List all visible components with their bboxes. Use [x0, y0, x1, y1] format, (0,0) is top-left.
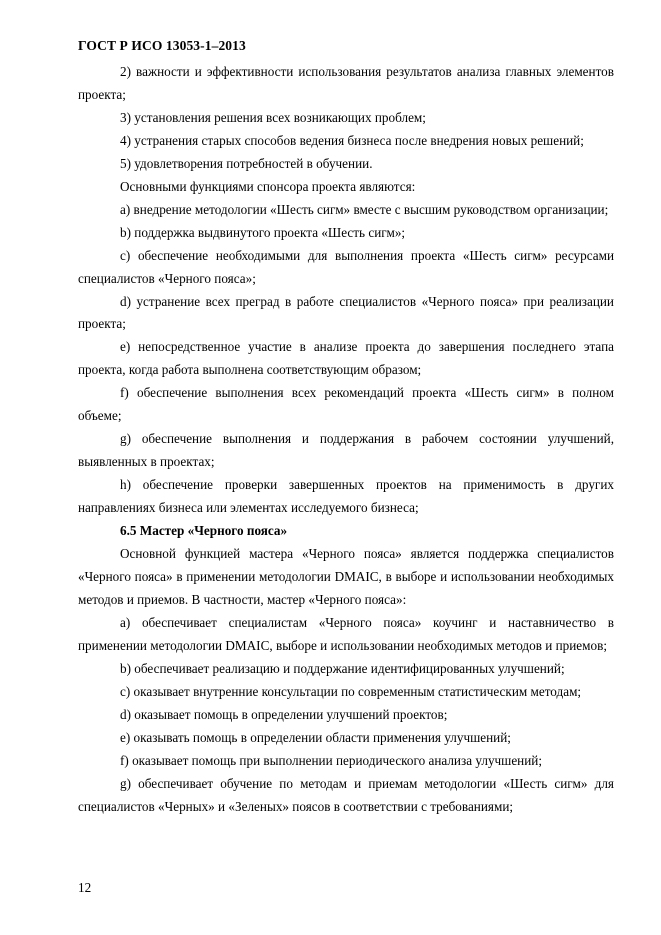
paragraph: 5) удовлетворения потребностей в обучении.: [120, 155, 373, 171]
paragraph: 3) установления решения всех возникающих проблем;: [120, 109, 426, 125]
list-item: h) обеспечение проверки завершенных проектов на применимость в других направлениях бизнеса или элементах исследуемого бизнеса;: [78, 477, 614, 516]
paragraph: 2) важности и эффективности использования результатов анализа главных элементов проекта;: [78, 64, 614, 102]
list-item: e) непосредственное участие в анализе проекта до завершения последнего этапа проекта, когда работа выполнена соответствующим образом;: [78, 339, 614, 378]
list-item: e) оказывать помощь в определении области применения улучшений;: [120, 729, 511, 745]
document-body: [78, 61, 614, 818]
list-item: c) обеспечение необходимыми для выполнения проекта «Шесть сигм» ресурсами специалистов «Черного пояса»;: [78, 247, 614, 286]
list-item: g) обеспечение выполнения и поддержания в рабочем состоянии улучшений, выявленных в проектах;: [78, 431, 614, 470]
list-item: d) устранение всех преград в работе специалистов «Черного пояса» при реализации проекта;: [78, 293, 614, 332]
list-item: b) поддержка выдвинутого проекта «Шесть сигм»;: [120, 224, 406, 240]
list-item: g) обеспечивает обучение по методам и приемам методологии «Шесть сигм» для специалистов «Черных» и «Зеленых» поясов в соответствии с требованиями;: [78, 775, 614, 814]
list-item: f) обеспечение выполнения всех рекомендаций проекта «Шесть сигм» в полном объеме;: [78, 385, 614, 424]
paragraph: Основной функцией мастера «Черного пояса» является поддержка специалистов «Черного пояса» в применении методологии DMAIC, в выборе и использовании необходимых методов и приемов. В частности, мастер «Черного пояса»:: [78, 546, 614, 607]
document-header: ГОСТ Р ИСО 13053-1–2013: [78, 38, 246, 53]
list-item: d) оказывает помощь в определении улучшений проектов;: [120, 706, 448, 722]
paragraph: Основными функциями спонсора проекта являются:: [120, 178, 416, 194]
list-item: a) внедрение методологии «Шесть сигм» вместе с высшим руководством организации;: [120, 201, 609, 217]
page-number: 12: [78, 880, 92, 895]
list-item: c) оказывает внутренние консультации по современным статистическим методам;: [120, 683, 582, 699]
list-item: f) оказывает помощь при выполнении периодического анализа улучшений;: [120, 752, 543, 768]
list-item: b) обеспечивает реализацию и поддержание идентифицированных улучшений;: [120, 660, 565, 676]
list-item: a) обеспечивает специалистам «Черного пояса» коучинг и наставничество в применении методологии DMAIC, выборе и использовании необходимых методов и приемов;: [78, 614, 614, 653]
paragraph: 4) устранения старых способов ведения бизнеса после внедрения новых решений;: [120, 132, 584, 148]
section-heading: 6.5 Мастер «Черного пояса»: [120, 523, 288, 539]
